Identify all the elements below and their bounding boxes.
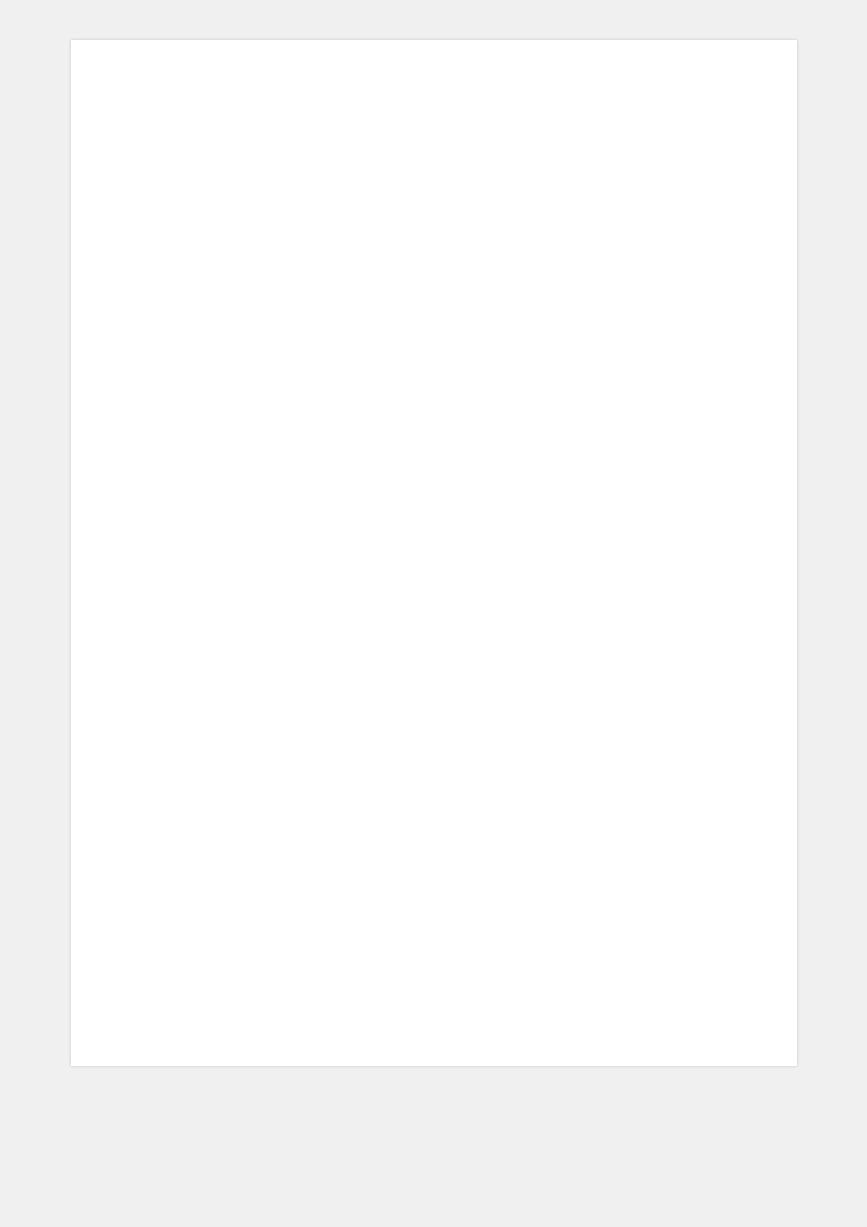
exam-page	[71, 40, 797, 1066]
